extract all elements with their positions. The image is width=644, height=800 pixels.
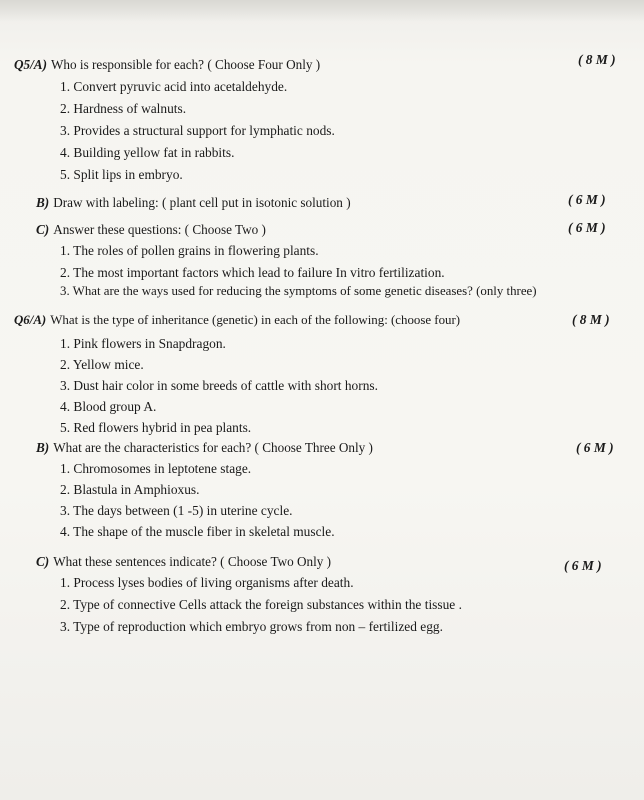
q5c-question: Answer these questions: ( Choose Two ) [53, 222, 266, 237]
q6b-marks: ( 6 M ) [576, 440, 614, 455]
q6c-item-3: 3. Type of reproduction which embryo grows from non – fertilized egg. [60, 619, 443, 634]
q6a-item-1: 1. Pink flowers in Snapdragon. [60, 336, 226, 351]
q5a-item-4: 4. Building yellow fat in rabbits. [60, 145, 235, 160]
q5a-label: Q5/A) [14, 57, 47, 72]
scan-shadow [0, 0, 644, 22]
q5b-label: B) [36, 195, 50, 210]
q6a-label: Q6/A) [14, 313, 47, 327]
q6a-question: What is the type of inheritance (genetic) in each of the following: (choose four) [50, 313, 461, 327]
q6b-question: What are the characteristics for each? ( Choose Three Only ) [53, 440, 373, 455]
q6b-item-1: 1. Chromosomes in leptotene stage. [60, 461, 252, 476]
q5a-heading [14, 57, 320, 73]
q6a-item-2: 2. Yellow mice. [60, 357, 144, 372]
q5c-item-1: 1. The roles of pollen grains in flowering plants. [60, 243, 319, 258]
q6a-item-5: 5. Red flowers hybrid in pea plants. [60, 420, 252, 435]
q5a-item-5: 5. Split lips in embryo. [60, 167, 183, 182]
q5c-marks: ( 6 M ) [568, 220, 606, 235]
q6c-item-1: 1. Process lyses bodies of living organisms after death. [60, 575, 354, 590]
q6b-item-4: 4. The shape of the muscle fiber in skeletal muscle. [60, 524, 335, 539]
q6b-item-3: 3. The days between (1 -5) in uterine cycle. [60, 503, 293, 518]
q5c-label: C) [36, 222, 50, 237]
q5a-item-2: 2. Hardness of walnuts. [60, 101, 187, 116]
q6c-item-2: 2. Type of connective Cells attack the foreign substances within the tissue . [60, 597, 462, 612]
q6c-label: C) [36, 554, 50, 569]
q5a-marks: ( 8 M ) [578, 52, 616, 67]
q6b-heading [36, 440, 373, 456]
q6c-question: What these sentences indicate? ( Choose Two Only ) [53, 554, 332, 569]
q6a-heading [14, 313, 460, 328]
q5b-marks: ( 6 M ) [568, 192, 606, 207]
q6a-marks: ( 8 M ) [572, 312, 610, 327]
q5c-item-2: 2. The most important factors which lead to failure In vitro fertilization. [60, 265, 445, 280]
q5c-item-3: 3. What are the ways used for reducing the symptoms of some genetic diseases? (only three) [60, 284, 537, 298]
q6b-label: B) [36, 440, 50, 455]
q6b-item-2: 2. Blastula in Amphioxus. [60, 482, 200, 497]
q6c-heading [36, 554, 331, 570]
q5a-item-3: 3. Provides a structural support for lymphatic nods. [60, 123, 335, 138]
q6a-item-3: 3. Dust hair color in some breeds of cattle with short horns. [60, 378, 378, 393]
q5b-question: Draw with labeling: ( plant cell put in isotonic solution ) [53, 195, 351, 210]
q6a-item-4: 4. Blood group A. [60, 399, 157, 414]
q5a-question: Who is responsible for each? ( Choose Four Only ) [50, 57, 321, 72]
q5c-heading [36, 222, 266, 238]
q5a-item-1: 1. Convert pyruvic acid into acetaldehyde. [60, 79, 288, 94]
q6c-marks: ( 6 M ) [564, 558, 602, 573]
q5b-heading [36, 195, 351, 211]
